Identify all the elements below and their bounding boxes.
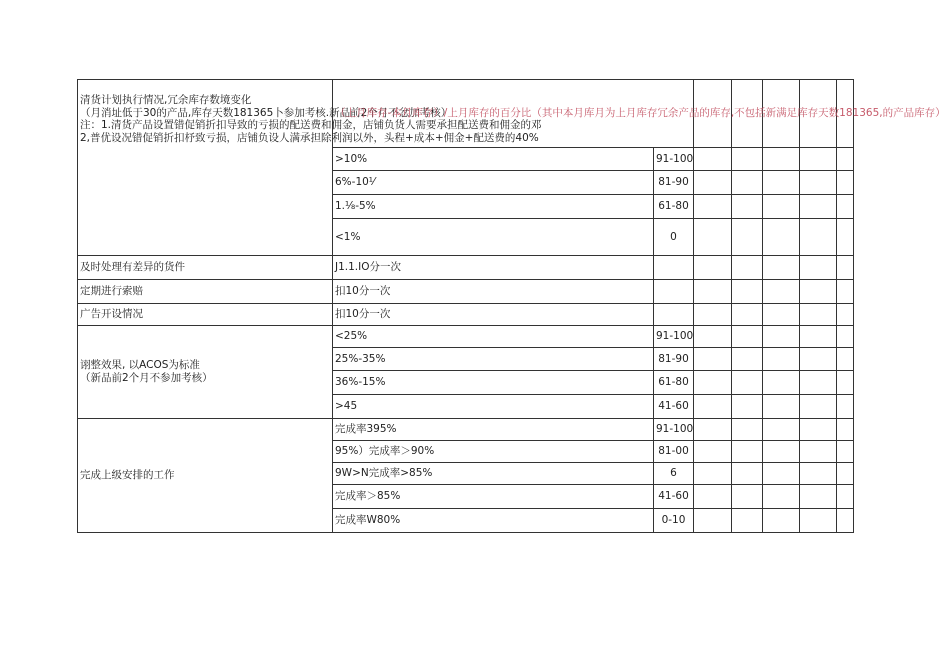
score-cell: 91-100 bbox=[654, 326, 694, 348]
discrepancy-rule: J1.1.IO分一次 bbox=[333, 256, 654, 280]
range-cell: <25% bbox=[333, 326, 654, 348]
acos-note: （新品前2个月不参加考核） bbox=[80, 372, 213, 384]
acos-title: 诩整效果, 以ACOS为标准 bbox=[80, 359, 200, 372]
range-cell: 完成率W80% bbox=[333, 509, 654, 533]
range-cell: 36%-15% bbox=[333, 371, 654, 395]
assessment-table bbox=[77, 79, 946, 533]
ads-criteria: 广告开设情况 bbox=[78, 304, 333, 326]
score-cell: 81-00 bbox=[654, 441, 694, 463]
range-cell: >10% bbox=[333, 148, 654, 171]
clearance-formula: （上月库存-本月库存）/上月库存的百分比（其中本月库月为上月库存冗余产品的库存,不包括新满足库存天数181365,的产品库存） bbox=[333, 80, 694, 148]
clearance-note: （月消址低于30的产品,库存天数181365卜参加考核.新品前2个月不忿加考核） bbox=[80, 106, 452, 119]
score-cell: 81-90 bbox=[654, 171, 694, 195]
acos-criteria-cell bbox=[78, 326, 333, 419]
range-cell: 完成率395% bbox=[333, 419, 654, 441]
range-cell: 25%-35% bbox=[333, 348, 654, 371]
range-cell: 完成率＞85% bbox=[333, 485, 654, 509]
clearance-remark-2: 2,普优设况错促销折扣杼致亏损，店铺负设人满承担除利润以外，头程+成本+佣金+配送费的40% bbox=[80, 131, 539, 144]
score-cell: 81-90 bbox=[654, 348, 694, 371]
claims-criteria: 定期进行索赔 bbox=[78, 280, 333, 304]
clearance-remark-1: 注：1.清货产品设置错促销折扣导致的亏损的配送费和佣金，店铺负货人需要承担配送费和佣金的邓 bbox=[80, 119, 542, 132]
score-cell: 91-100 bbox=[654, 148, 694, 171]
clearance-title: 清货计划执行情况,冗余库存数境变化 bbox=[80, 94, 252, 106]
table-row bbox=[78, 304, 854, 326]
range-cell: <1% bbox=[333, 219, 654, 256]
range-cell: 9W>N完成率>85% bbox=[333, 463, 654, 485]
ads-rule: 扣10分一次 bbox=[333, 304, 654, 326]
range-cell: 6%-10⅟ bbox=[333, 171, 654, 195]
discrepancy-criteria: 及时处理有差异的货件 bbox=[78, 256, 333, 280]
score-cell: 61-80 bbox=[654, 195, 694, 219]
range-cell: >45 bbox=[333, 395, 654, 419]
score-cell: 91-100 bbox=[654, 419, 694, 441]
table-row bbox=[78, 256, 854, 280]
table-row bbox=[78, 419, 854, 441]
table-row bbox=[78, 80, 854, 148]
table-row bbox=[78, 326, 854, 348]
score-cell: 0-10 bbox=[654, 509, 694, 533]
range-cell: 95%）完成率＞90% bbox=[333, 441, 654, 463]
score-cell: 41-60 bbox=[654, 485, 694, 509]
score-cell: 41-60 bbox=[654, 395, 694, 419]
score-cell: 6 bbox=[654, 463, 694, 485]
score-cell: 0 bbox=[654, 219, 694, 256]
claims-rule: 扣10分一次 bbox=[333, 280, 654, 304]
range-cell: 1.⅛-5% bbox=[333, 195, 654, 219]
table-row bbox=[78, 280, 854, 304]
tasks-criteria: 完成上级安排的工作 bbox=[78, 419, 333, 533]
score-cell: 61-80 bbox=[654, 371, 694, 395]
